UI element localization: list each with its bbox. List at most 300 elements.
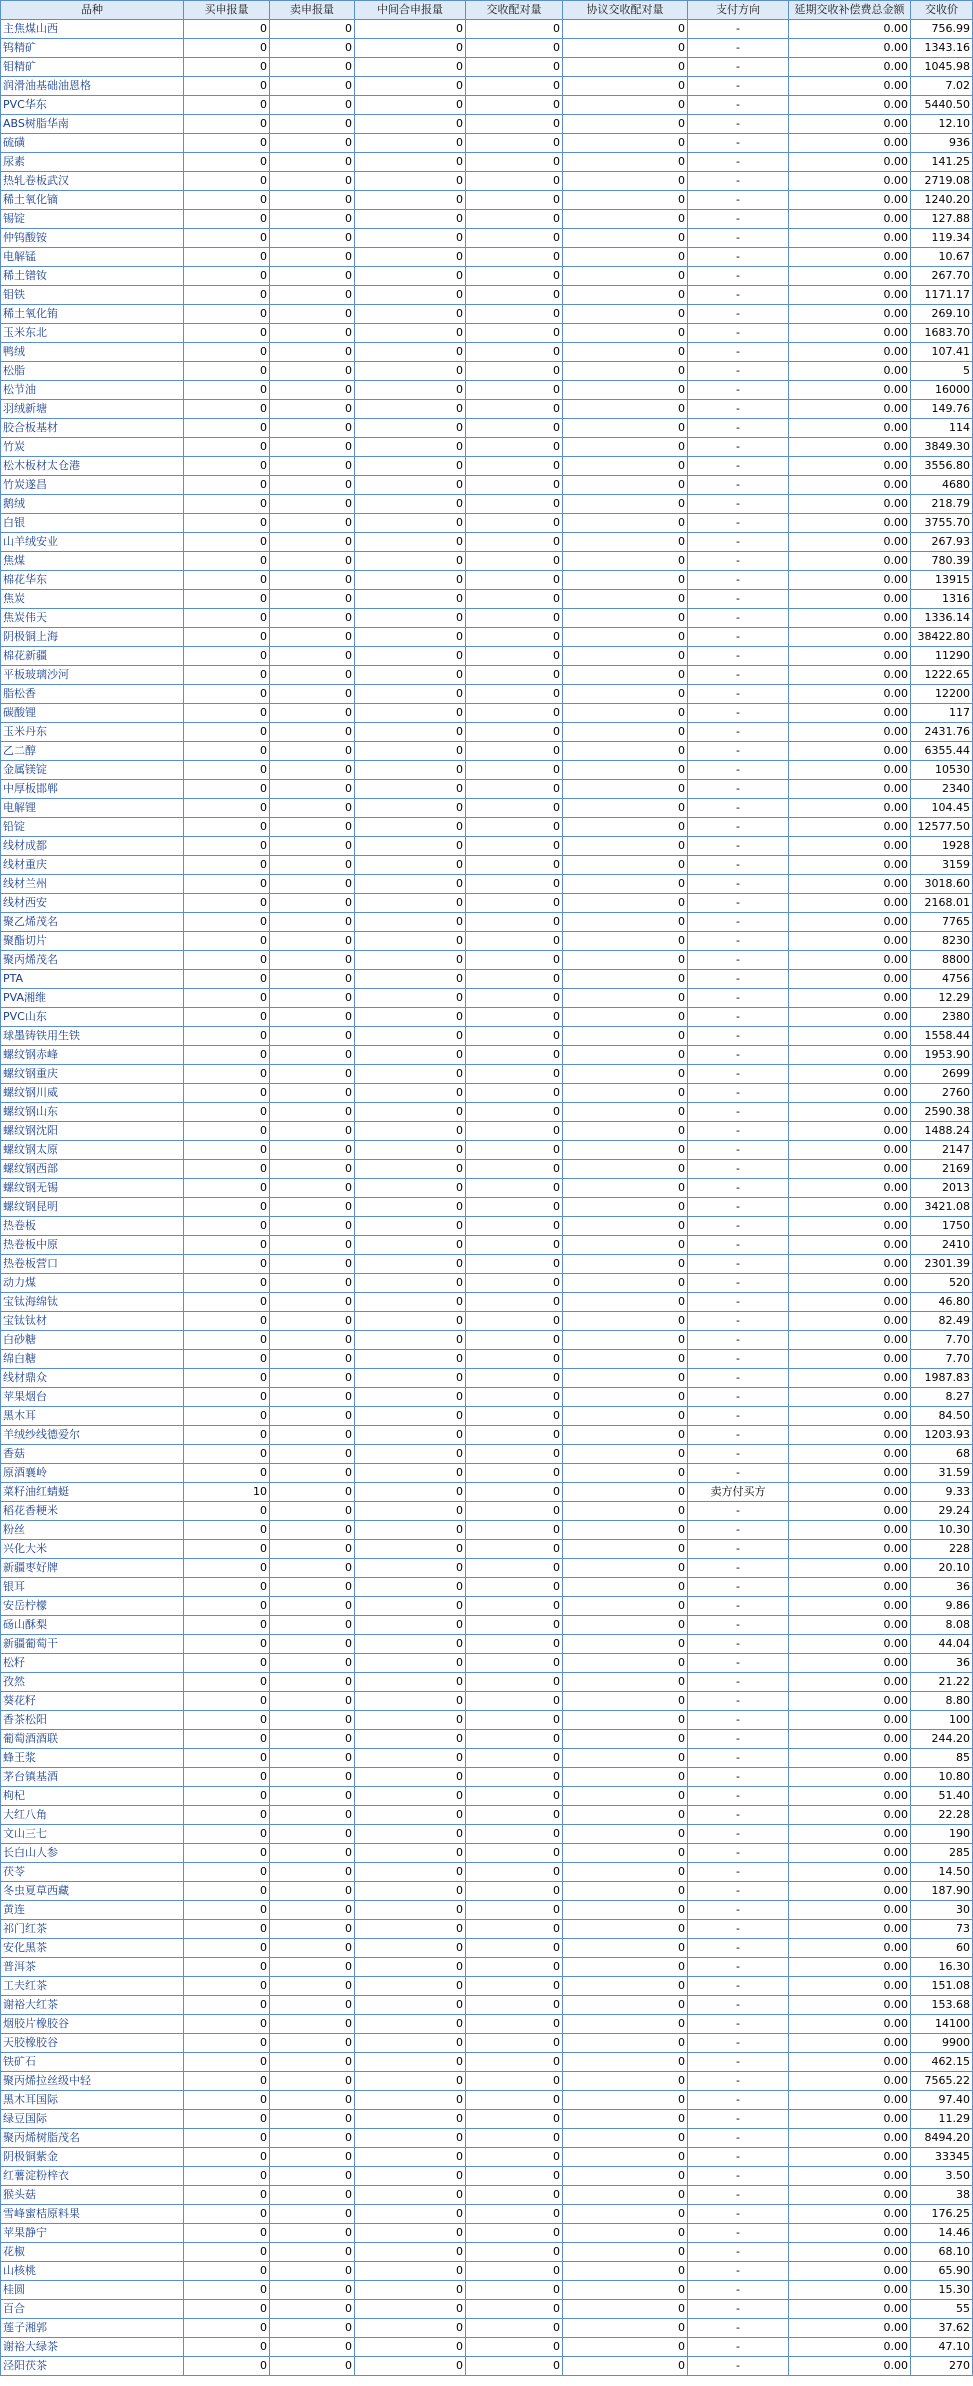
table-row bbox=[1, 1749, 973, 1768]
cell-variety: 电解锂 bbox=[1, 799, 184, 818]
cell-variety: 松籽 bbox=[1, 1654, 184, 1673]
cell-sell-declared: 0 bbox=[270, 1293, 355, 1312]
cell-intermediate-declared: 0 bbox=[355, 248, 466, 267]
cell-sell-declared: 0 bbox=[270, 2015, 355, 2034]
cell-deferred-compensation: 0.00 bbox=[789, 77, 911, 96]
cell-variety: ABS树脂华南 bbox=[1, 115, 184, 134]
cell-payment-direction: - bbox=[688, 1426, 789, 1445]
cell-deferred-compensation: 0.00 bbox=[789, 210, 911, 229]
header-intermediate-declared: 中间合申报量 bbox=[355, 1, 466, 20]
cell-buy-declared: 0 bbox=[184, 58, 270, 77]
cell-deferred-compensation: 0.00 bbox=[789, 1274, 911, 1293]
cell-agreement-matched: 0 bbox=[563, 2110, 688, 2129]
cell-delivery-matched: 0 bbox=[466, 2300, 563, 2319]
cell-deferred-compensation: 0.00 bbox=[789, 400, 911, 419]
cell-delivery-matched: 0 bbox=[466, 533, 563, 552]
cell-deferred-compensation: 0.00 bbox=[789, 2072, 911, 2091]
cell-intermediate-declared: 0 bbox=[355, 2167, 466, 2186]
cell-delivery-matched: 0 bbox=[466, 58, 563, 77]
cell-delivery-matched: 0 bbox=[466, 1103, 563, 1122]
cell-agreement-matched: 0 bbox=[563, 856, 688, 875]
cell-agreement-matched: 0 bbox=[563, 2129, 688, 2148]
cell-sell-declared: 0 bbox=[270, 1863, 355, 1882]
cell-variety: 绿豆国际 bbox=[1, 2110, 184, 2129]
cell-agreement-matched: 0 bbox=[563, 1711, 688, 1730]
cell-delivery-matched: 0 bbox=[466, 381, 563, 400]
cell-delivery-price: 10.67 bbox=[911, 248, 973, 267]
cell-buy-declared: 0 bbox=[184, 324, 270, 343]
cell-variety: 泾阳茯茶 bbox=[1, 2357, 184, 2376]
cell-sell-declared: 0 bbox=[270, 2281, 355, 2300]
cell-delivery-matched: 0 bbox=[466, 1901, 563, 1920]
cell-delivery-matched: 0 bbox=[466, 1160, 563, 1179]
cell-sell-declared: 0 bbox=[270, 2357, 355, 2376]
cell-agreement-matched: 0 bbox=[563, 381, 688, 400]
cell-variety: 安化黑茶 bbox=[1, 1939, 184, 1958]
cell-agreement-matched: 0 bbox=[563, 1464, 688, 1483]
cell-intermediate-declared: 0 bbox=[355, 2091, 466, 2110]
cell-deferred-compensation: 0.00 bbox=[789, 799, 911, 818]
cell-deferred-compensation: 0.00 bbox=[789, 2167, 911, 2186]
cell-agreement-matched: 0 bbox=[563, 609, 688, 628]
cell-buy-declared: 0 bbox=[184, 2186, 270, 2205]
cell-agreement-matched: 0 bbox=[563, 2091, 688, 2110]
cell-deferred-compensation: 0.00 bbox=[789, 1445, 911, 1464]
cell-payment-direction: - bbox=[688, 2281, 789, 2300]
cell-variety: 钼铁 bbox=[1, 286, 184, 305]
cell-deferred-compensation: 0.00 bbox=[789, 761, 911, 780]
cell-variety: 新疆枣好牌 bbox=[1, 1559, 184, 1578]
cell-variety: 线材西安 bbox=[1, 894, 184, 913]
table-row bbox=[1, 799, 973, 818]
cell-agreement-matched: 0 bbox=[563, 267, 688, 286]
cell-agreement-matched: 0 bbox=[563, 1540, 688, 1559]
cell-delivery-matched: 0 bbox=[466, 1711, 563, 1730]
cell-intermediate-declared: 0 bbox=[355, 1464, 466, 1483]
cell-agreement-matched: 0 bbox=[563, 2205, 688, 2224]
cell-payment-direction: - bbox=[688, 457, 789, 476]
table-row bbox=[1, 742, 973, 761]
cell-deferred-compensation: 0.00 bbox=[789, 1369, 911, 1388]
cell-agreement-matched: 0 bbox=[563, 153, 688, 172]
cell-agreement-matched: 0 bbox=[563, 1882, 688, 1901]
cell-delivery-price: 46.80 bbox=[911, 1293, 973, 1312]
cell-buy-declared: 0 bbox=[184, 476, 270, 495]
cell-sell-declared: 0 bbox=[270, 514, 355, 533]
cell-payment-direction: - bbox=[688, 2091, 789, 2110]
cell-intermediate-declared: 0 bbox=[355, 837, 466, 856]
cell-delivery-price: 176.25 bbox=[911, 2205, 973, 2224]
cell-variety: 线材成都 bbox=[1, 837, 184, 856]
table-row bbox=[1, 970, 973, 989]
cell-payment-direction: - bbox=[688, 2205, 789, 2224]
cell-variety: 鸭绒 bbox=[1, 343, 184, 362]
cell-delivery-matched: 0 bbox=[466, 1540, 563, 1559]
cell-delivery-price: 8.27 bbox=[911, 1388, 973, 1407]
cell-intermediate-declared: 0 bbox=[355, 1730, 466, 1749]
cell-intermediate-declared: 0 bbox=[355, 723, 466, 742]
cell-agreement-matched: 0 bbox=[563, 229, 688, 248]
cell-variety: 蜂王浆 bbox=[1, 1749, 184, 1768]
cell-sell-declared: 0 bbox=[270, 2110, 355, 2129]
cell-intermediate-declared: 0 bbox=[355, 1958, 466, 1977]
cell-delivery-price: 1987.83 bbox=[911, 1369, 973, 1388]
cell-deferred-compensation: 0.00 bbox=[789, 837, 911, 856]
cell-payment-direction: - bbox=[688, 1179, 789, 1198]
cell-delivery-matched: 0 bbox=[466, 1882, 563, 1901]
cell-variety: 谢裕大红茶 bbox=[1, 1996, 184, 2015]
cell-delivery-matched: 0 bbox=[466, 96, 563, 115]
cell-variety: 稀土氧化镝 bbox=[1, 191, 184, 210]
table-row bbox=[1, 875, 973, 894]
cell-sell-declared: 0 bbox=[270, 58, 355, 77]
cell-intermediate-declared: 0 bbox=[355, 419, 466, 438]
cell-delivery-matched: 0 bbox=[466, 913, 563, 932]
cell-sell-declared: 0 bbox=[270, 1635, 355, 1654]
cell-payment-direction: - bbox=[688, 913, 789, 932]
cell-agreement-matched: 0 bbox=[563, 1274, 688, 1293]
cell-variety: 竹炭遂昌 bbox=[1, 476, 184, 495]
cell-sell-declared: 0 bbox=[270, 2300, 355, 2319]
cell-deferred-compensation: 0.00 bbox=[789, 39, 911, 58]
cell-buy-declared: 0 bbox=[184, 2091, 270, 2110]
cell-delivery-price: 2340 bbox=[911, 780, 973, 799]
cell-intermediate-declared: 0 bbox=[355, 1027, 466, 1046]
header-agreement-matched: 协议交收配对量 bbox=[563, 1, 688, 20]
cell-intermediate-declared: 0 bbox=[355, 1065, 466, 1084]
cell-intermediate-declared: 0 bbox=[355, 1806, 466, 1825]
cell-variety: 主焦煤山西 bbox=[1, 20, 184, 39]
table-row bbox=[1, 1730, 973, 1749]
cell-deferred-compensation: 0.00 bbox=[789, 229, 911, 248]
cell-sell-declared: 0 bbox=[270, 115, 355, 134]
cell-variety: 铅锭 bbox=[1, 818, 184, 837]
cell-intermediate-declared: 0 bbox=[355, 514, 466, 533]
cell-sell-declared: 0 bbox=[270, 951, 355, 970]
cell-variety: 乙二醇 bbox=[1, 742, 184, 761]
cell-agreement-matched: 0 bbox=[563, 723, 688, 742]
cell-intermediate-declared: 0 bbox=[355, 1920, 466, 1939]
cell-intermediate-declared: 0 bbox=[355, 1103, 466, 1122]
cell-sell-declared: 0 bbox=[270, 1103, 355, 1122]
cell-delivery-matched: 0 bbox=[466, 647, 563, 666]
table-row bbox=[1, 362, 973, 381]
cell-deferred-compensation: 0.00 bbox=[789, 2281, 911, 2300]
cell-payment-direction: - bbox=[688, 362, 789, 381]
table-row bbox=[1, 1863, 973, 1882]
cell-delivery-price: 8230 bbox=[911, 932, 973, 951]
table-row bbox=[1, 476, 973, 495]
cell-sell-declared: 0 bbox=[270, 476, 355, 495]
cell-deferred-compensation: 0.00 bbox=[789, 96, 911, 115]
cell-buy-declared: 0 bbox=[184, 609, 270, 628]
cell-variety: 铁矿石 bbox=[1, 2053, 184, 2072]
cell-sell-declared: 0 bbox=[270, 1996, 355, 2015]
cell-buy-declared: 0 bbox=[184, 343, 270, 362]
cell-deferred-compensation: 0.00 bbox=[789, 2262, 911, 2281]
cell-agreement-matched: 0 bbox=[563, 2034, 688, 2053]
cell-buy-declared: 0 bbox=[184, 1749, 270, 1768]
cell-buy-declared: 0 bbox=[184, 1027, 270, 1046]
cell-agreement-matched: 0 bbox=[563, 2148, 688, 2167]
cell-sell-declared: 0 bbox=[270, 457, 355, 476]
cell-delivery-price: 119.34 bbox=[911, 229, 973, 248]
cell-agreement-matched: 0 bbox=[563, 685, 688, 704]
cell-deferred-compensation: 0.00 bbox=[789, 666, 911, 685]
cell-sell-declared: 0 bbox=[270, 856, 355, 875]
cell-agreement-matched: 0 bbox=[563, 1977, 688, 1996]
cell-deferred-compensation: 0.00 bbox=[789, 1597, 911, 1616]
cell-delivery-matched: 0 bbox=[466, 20, 563, 39]
cell-deferred-compensation: 0.00 bbox=[789, 628, 911, 647]
cell-delivery-matched: 0 bbox=[466, 2338, 563, 2357]
cell-delivery-matched: 0 bbox=[466, 1388, 563, 1407]
cell-agreement-matched: 0 bbox=[563, 666, 688, 685]
cell-buy-declared: 0 bbox=[184, 913, 270, 932]
cell-buy-declared: 0 bbox=[184, 1255, 270, 1274]
cell-agreement-matched: 0 bbox=[563, 324, 688, 343]
cell-intermediate-declared: 0 bbox=[355, 2205, 466, 2224]
cell-sell-declared: 0 bbox=[270, 20, 355, 39]
cell-payment-direction: - bbox=[688, 1027, 789, 1046]
header-delivery-matched: 交收配对量 bbox=[466, 1, 563, 20]
cell-delivery-price: 14100 bbox=[911, 2015, 973, 2034]
cell-sell-declared: 0 bbox=[270, 723, 355, 742]
cell-agreement-matched: 0 bbox=[563, 875, 688, 894]
cell-intermediate-declared: 0 bbox=[355, 1445, 466, 1464]
cell-agreement-matched: 0 bbox=[563, 495, 688, 514]
cell-delivery-matched: 0 bbox=[466, 495, 563, 514]
cell-variety: PVC山东 bbox=[1, 1008, 184, 1027]
cell-deferred-compensation: 0.00 bbox=[789, 1350, 911, 1369]
cell-payment-direction: - bbox=[688, 495, 789, 514]
cell-deferred-compensation: 0.00 bbox=[789, 818, 911, 837]
cell-payment-direction: - bbox=[688, 1274, 789, 1293]
cell-delivery-matched: 0 bbox=[466, 1179, 563, 1198]
cell-delivery-matched: 0 bbox=[466, 2186, 563, 2205]
cell-agreement-matched: 0 bbox=[563, 1217, 688, 1236]
cell-variety: 碳酸锂 bbox=[1, 704, 184, 723]
cell-intermediate-declared: 0 bbox=[355, 1502, 466, 1521]
cell-intermediate-declared: 0 bbox=[355, 685, 466, 704]
cell-deferred-compensation: 0.00 bbox=[789, 970, 911, 989]
table-row bbox=[1, 1008, 973, 1027]
cell-buy-declared: 0 bbox=[184, 1863, 270, 1882]
cell-buy-declared: 0 bbox=[184, 1578, 270, 1597]
table-row bbox=[1, 1768, 973, 1787]
cell-payment-direction: - bbox=[688, 2072, 789, 2091]
cell-delivery-matched: 0 bbox=[466, 1692, 563, 1711]
cell-agreement-matched: 0 bbox=[563, 818, 688, 837]
table-row bbox=[1, 818, 973, 837]
cell-delivery-price: 11290 bbox=[911, 647, 973, 666]
cell-buy-declared: 0 bbox=[184, 1787, 270, 1806]
cell-delivery-matched: 0 bbox=[466, 2034, 563, 2053]
cell-agreement-matched: 0 bbox=[563, 438, 688, 457]
cell-agreement-matched: 0 bbox=[563, 1939, 688, 1958]
cell-sell-declared: 0 bbox=[270, 666, 355, 685]
cell-deferred-compensation: 0.00 bbox=[789, 1825, 911, 1844]
cell-payment-direction: - bbox=[688, 343, 789, 362]
cell-intermediate-declared: 0 bbox=[355, 1616, 466, 1635]
cell-agreement-matched: 0 bbox=[563, 2300, 688, 2319]
cell-delivery-price: 285 bbox=[911, 1844, 973, 1863]
cell-payment-direction: - bbox=[688, 1616, 789, 1635]
table-row bbox=[1, 2091, 973, 2110]
cell-sell-declared: 0 bbox=[270, 191, 355, 210]
cell-buy-declared: 0 bbox=[184, 495, 270, 514]
cell-variety: 球墨铸铁用生铁 bbox=[1, 1027, 184, 1046]
cell-agreement-matched: 0 bbox=[563, 1597, 688, 1616]
cell-delivery-matched: 0 bbox=[466, 1825, 563, 1844]
cell-agreement-matched: 0 bbox=[563, 533, 688, 552]
cell-agreement-matched: 0 bbox=[563, 1027, 688, 1046]
cell-buy-declared: 0 bbox=[184, 2300, 270, 2319]
cell-sell-declared: 0 bbox=[270, 172, 355, 191]
cell-intermediate-declared: 0 bbox=[355, 77, 466, 96]
cell-sell-declared: 0 bbox=[270, 761, 355, 780]
cell-sell-declared: 0 bbox=[270, 2319, 355, 2338]
cell-delivery-price: 12.29 bbox=[911, 989, 973, 1008]
table-row bbox=[1, 2300, 973, 2319]
cell-variety: 黄连 bbox=[1, 1901, 184, 1920]
cell-deferred-compensation: 0.00 bbox=[789, 172, 911, 191]
cell-delivery-price: 12200 bbox=[911, 685, 973, 704]
table-row bbox=[1, 951, 973, 970]
cell-buy-declared: 0 bbox=[184, 1407, 270, 1426]
table-row bbox=[1, 229, 973, 248]
cell-deferred-compensation: 0.00 bbox=[789, 1103, 911, 1122]
cell-delivery-price: 73 bbox=[911, 1920, 973, 1939]
cell-payment-direction: - bbox=[688, 2015, 789, 2034]
cell-intermediate-declared: 0 bbox=[355, 818, 466, 837]
table-row bbox=[1, 2015, 973, 2034]
cell-delivery-price: 1558.44 bbox=[911, 1027, 973, 1046]
cell-delivery-price: 1222.65 bbox=[911, 666, 973, 685]
cell-variety: 百合 bbox=[1, 2300, 184, 2319]
cell-agreement-matched: 0 bbox=[563, 400, 688, 419]
cell-deferred-compensation: 0.00 bbox=[789, 951, 911, 970]
table-row bbox=[1, 381, 973, 400]
cell-buy-declared: 0 bbox=[184, 742, 270, 761]
cell-payment-direction: - bbox=[688, 1407, 789, 1426]
cell-delivery-matched: 0 bbox=[466, 286, 563, 305]
cell-buy-declared: 0 bbox=[184, 951, 270, 970]
table-row bbox=[1, 609, 973, 628]
cell-deferred-compensation: 0.00 bbox=[789, 742, 911, 761]
cell-buy-declared: 0 bbox=[184, 780, 270, 799]
cell-sell-declared: 0 bbox=[270, 552, 355, 571]
table-row bbox=[1, 533, 973, 552]
cell-sell-declared: 0 bbox=[270, 1122, 355, 1141]
table-row bbox=[1, 1331, 973, 1350]
cell-intermediate-declared: 0 bbox=[355, 2224, 466, 2243]
cell-buy-declared: 0 bbox=[184, 932, 270, 951]
cell-delivery-matched: 0 bbox=[466, 2243, 563, 2262]
cell-buy-declared: 0 bbox=[184, 1331, 270, 1350]
cell-buy-declared: 0 bbox=[184, 2243, 270, 2262]
cell-intermediate-declared: 0 bbox=[355, 286, 466, 305]
cell-delivery-matched: 0 bbox=[466, 1331, 563, 1350]
table-row bbox=[1, 2167, 973, 2186]
cell-delivery-price: 68 bbox=[911, 1445, 973, 1464]
cell-agreement-matched: 0 bbox=[563, 1407, 688, 1426]
cell-delivery-price: 2301.39 bbox=[911, 1255, 973, 1274]
cell-payment-direction: - bbox=[688, 2243, 789, 2262]
cell-intermediate-declared: 0 bbox=[355, 1597, 466, 1616]
cell-buy-declared: 0 bbox=[184, 1141, 270, 1160]
cell-sell-declared: 0 bbox=[270, 2129, 355, 2148]
cell-payment-direction: - bbox=[688, 267, 789, 286]
cell-sell-declared: 0 bbox=[270, 799, 355, 818]
cell-sell-declared: 0 bbox=[270, 267, 355, 286]
cell-intermediate-declared: 0 bbox=[355, 2281, 466, 2300]
table-row bbox=[1, 1958, 973, 1977]
cell-delivery-price: 33345 bbox=[911, 2148, 973, 2167]
cell-payment-direction: - bbox=[688, 381, 789, 400]
cell-deferred-compensation: 0.00 bbox=[789, 1958, 911, 1977]
cell-intermediate-declared: 0 bbox=[355, 1331, 466, 1350]
table-row bbox=[1, 1844, 973, 1863]
cell-deferred-compensation: 0.00 bbox=[789, 476, 911, 495]
cell-deferred-compensation: 0.00 bbox=[789, 1521, 911, 1540]
table-row bbox=[1, 1901, 973, 1920]
cell-buy-declared: 0 bbox=[184, 305, 270, 324]
cell-delivery-price: 2168.01 bbox=[911, 894, 973, 913]
cell-agreement-matched: 0 bbox=[563, 2319, 688, 2338]
cell-delivery-price: 3849.30 bbox=[911, 438, 973, 457]
table-row bbox=[1, 134, 973, 153]
cell-variety: 玉米东北 bbox=[1, 324, 184, 343]
header-variety: 品种 bbox=[1, 1, 184, 20]
cell-sell-declared: 0 bbox=[270, 438, 355, 457]
cell-deferred-compensation: 0.00 bbox=[789, 381, 911, 400]
table-row bbox=[1, 1141, 973, 1160]
table-row bbox=[1, 1027, 973, 1046]
cell-agreement-matched: 0 bbox=[563, 514, 688, 533]
cell-variety: 玉米丹东 bbox=[1, 723, 184, 742]
cell-buy-declared: 0 bbox=[184, 1122, 270, 1141]
cell-delivery-matched: 0 bbox=[466, 115, 563, 134]
cell-sell-declared: 0 bbox=[270, 248, 355, 267]
cell-intermediate-declared: 0 bbox=[355, 1996, 466, 2015]
cell-variety: 阴极铜紫金 bbox=[1, 2148, 184, 2167]
cell-deferred-compensation: 0.00 bbox=[789, 1996, 911, 2015]
cell-delivery-matched: 0 bbox=[466, 2281, 563, 2300]
cell-sell-declared: 0 bbox=[270, 1065, 355, 1084]
cell-delivery-price: 14.50 bbox=[911, 1863, 973, 1882]
cell-buy-declared: 0 bbox=[184, 818, 270, 837]
cell-buy-declared: 0 bbox=[184, 514, 270, 533]
cell-intermediate-declared: 0 bbox=[355, 2110, 466, 2129]
cell-delivery-price: 13915 bbox=[911, 571, 973, 590]
cell-intermediate-declared: 0 bbox=[355, 1654, 466, 1673]
cell-buy-declared: 0 bbox=[184, 2262, 270, 2281]
cell-variety: 焦炭伟天 bbox=[1, 609, 184, 628]
cell-delivery-matched: 0 bbox=[466, 2053, 563, 2072]
cell-delivery-matched: 0 bbox=[466, 875, 563, 894]
cell-intermediate-declared: 0 bbox=[355, 571, 466, 590]
cell-delivery-price: 21.22 bbox=[911, 1673, 973, 1692]
cell-buy-declared: 0 bbox=[184, 39, 270, 58]
cell-delivery-price: 8.08 bbox=[911, 1616, 973, 1635]
cell-agreement-matched: 0 bbox=[563, 457, 688, 476]
cell-sell-declared: 0 bbox=[270, 1483, 355, 1502]
cell-intermediate-declared: 0 bbox=[355, 951, 466, 970]
cell-intermediate-declared: 0 bbox=[355, 2300, 466, 2319]
cell-variety: 新疆葡萄干 bbox=[1, 1635, 184, 1654]
cell-intermediate-declared: 0 bbox=[355, 1293, 466, 1312]
